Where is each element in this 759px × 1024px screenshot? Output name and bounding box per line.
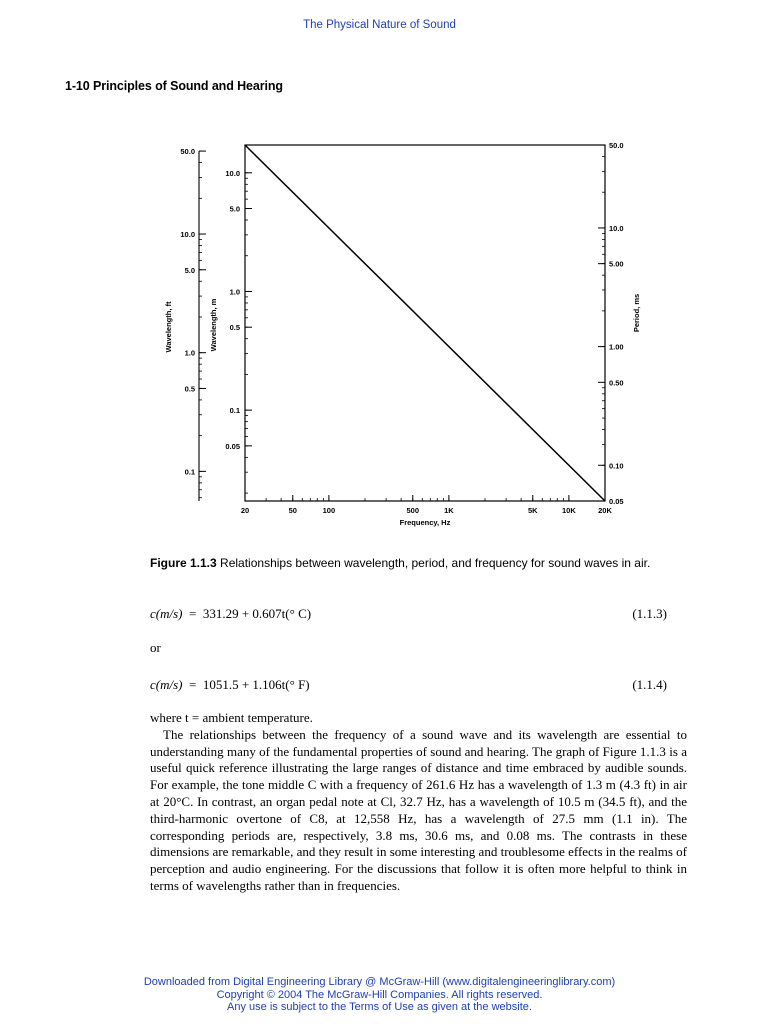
equation-equals: = xyxy=(185,677,200,692)
equation-equals: = xyxy=(185,606,200,621)
figure-caption-text: Relationships between wavelength, period, and frequency for sound waves in air. xyxy=(220,556,651,570)
series-line xyxy=(245,145,605,501)
x-tick-label: 1K xyxy=(444,506,454,515)
meter-tick-label: 0.05 xyxy=(225,441,240,451)
meter-tick-label: 1.0 xyxy=(229,287,240,297)
period-tick-label: 0.50 xyxy=(609,378,624,388)
running-head-link[interactable]: The Physical Nature of Sound xyxy=(303,19,456,31)
figure-caption-label: Figure 1.1.3 xyxy=(150,556,217,570)
where-line: where t = ambient temperature. xyxy=(150,710,313,725)
meter-tick-label: 10.0 xyxy=(225,168,240,178)
equation-lhs: c(m/s) xyxy=(150,677,183,692)
x-tick-label: 100 xyxy=(322,506,336,515)
x-tick-label: 20K xyxy=(598,506,612,515)
equation-lhs: c(m/s) xyxy=(150,606,183,621)
feet-tick-label: 5.0 xyxy=(184,265,195,275)
x-tick-label: 20 xyxy=(240,506,250,515)
feet-tick-label: 0.5 xyxy=(184,384,195,394)
figure-caption xyxy=(150,556,690,570)
x-tick-label: 5K xyxy=(527,506,538,515)
period-tick-label: 0.10 xyxy=(609,461,624,471)
x-axis-label: Frequency, Hz xyxy=(399,518,451,527)
equation-1-1-3 xyxy=(150,606,667,622)
equation-number: (1.1.3) xyxy=(632,606,667,621)
footer xyxy=(0,976,759,1014)
feet-tick-label: 50.0 xyxy=(180,147,195,157)
period-tick-label: 1.00 xyxy=(609,342,624,352)
feet-tick-label: 1.0 xyxy=(184,348,195,358)
equation-rhs: 331.29 + 0.607t(° C) xyxy=(202,606,312,621)
equation-1-1-4 xyxy=(150,677,667,693)
body-text xyxy=(150,710,687,895)
meter-tick-label: 5.0 xyxy=(229,204,240,214)
footer-terms-link[interactable]: Any use is subject to the Terms of Use as given at the website. xyxy=(227,1001,532,1013)
footer-copyright: Copyright © 2004 The McGraw-Hill Companies. All rights reserved. xyxy=(216,988,543,1001)
equation-rhs: 1051.5 + 1.106t(° F) xyxy=(202,677,310,692)
meter-tick-label: 0.1 xyxy=(229,406,240,416)
or-text: or xyxy=(150,640,161,655)
period-tick-label: 0.05 xyxy=(609,497,624,506)
x-tick-label: 50 xyxy=(288,506,297,515)
equation-number: (1.1.4) xyxy=(632,677,667,692)
x-tick-label: 10K xyxy=(561,506,576,515)
section-heading: 1-10 Principles of Sound and Hearing xyxy=(65,79,283,93)
meter-tick-label: 0.5 xyxy=(229,323,240,333)
feet-axis-label: Wavelength, ft xyxy=(164,301,173,353)
period-tick-label: 50.0 xyxy=(609,141,624,150)
period-axis-label: Period, ms xyxy=(632,293,641,333)
feet-tick-label: 10.0 xyxy=(180,230,195,240)
body-paragraph: The relationships between the frequency of a sound wave and its wavelength are essential to understanding many of the fundamental properties of sound and hearing. The graph of Figure 1.1.3 is a useful quick reference illustrating the large ranges of distance and time embraced by audible sounds. For example, the tone middle C with a frequency of 261.6 Hz has a wavelength of 1.3 m (4.3 ft) in air at 20°C. In contrast, an organ pedal note at Cl, 32.7 Hz, has a wavelength of 10.5 m (34.5 ft), and the third-harmonic overtone of C8, at 12,558 Hz, has a wavelength of 27.5 mm (1.1 in). The corresponding periods are, respectively, 3.8 ms, 30.6 ms, and 0.08 ms. The contrasts in these dimensions are remarkable, and they result in some interesting and troublesome effects in the realms of perception and audio engineering. For the discussions that follow it is often more helpful to think in terms of wavelengths rather than in frequencies. xyxy=(150,726,687,893)
meter-axis-label: Wavelength, m xyxy=(209,298,218,352)
period-tick-label: 5.00 xyxy=(609,259,624,269)
feet-tick-label: 0.1 xyxy=(184,467,195,477)
period-tick-label: 10.0 xyxy=(609,223,624,233)
footer-download-link[interactable]: Downloaded from Digital Engineering Library @ McGraw-Hill (www.digitalengineeringlibrary.com) xyxy=(143,976,616,988)
wavelength-period-frequency-chart xyxy=(150,135,640,535)
x-tick-label: 500 xyxy=(406,506,420,515)
